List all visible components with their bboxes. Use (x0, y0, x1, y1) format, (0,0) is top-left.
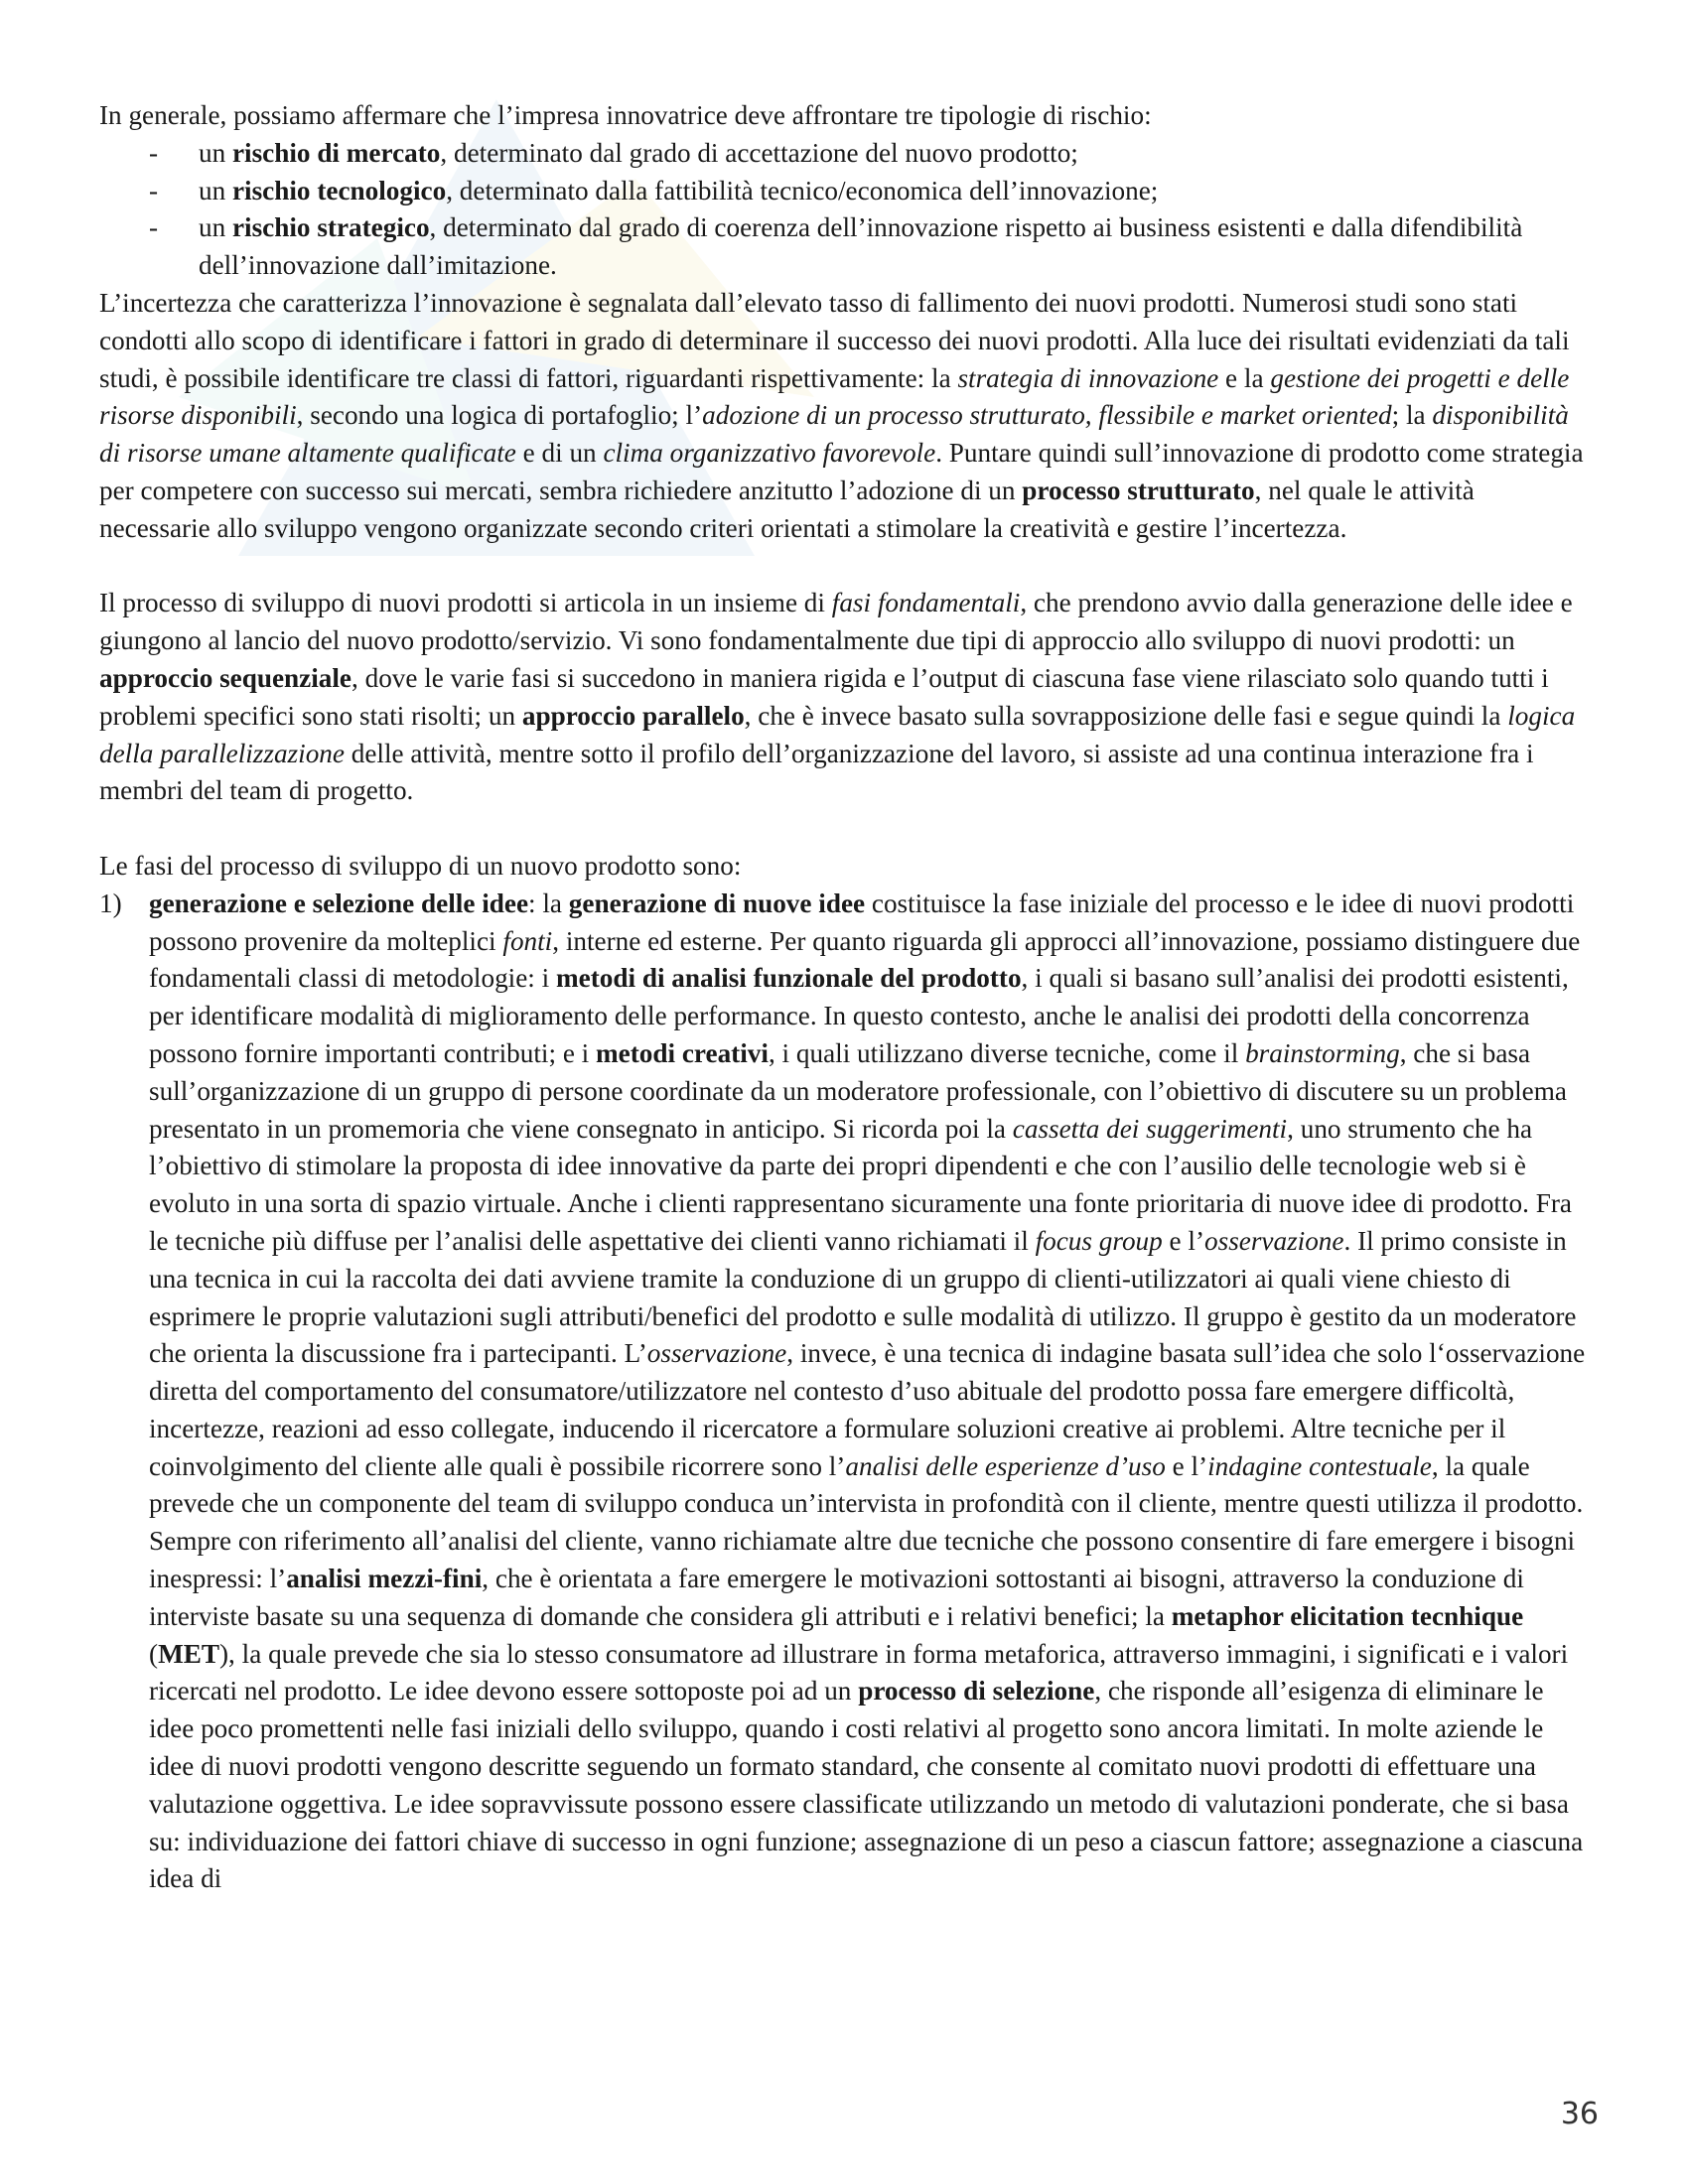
bold-term: MET (158, 1638, 219, 1669)
italic-term: fasi fondamentali (831, 588, 1021, 618)
text-run: , uno strumento che ha l’obiettivo di stimolare la proposta di idee innovative da parte dei propri dipendenti e che con l’ausilio delle tecnologie web si è evoluto in una sorta di spazio virtuale. Anche i clienti rappresentano sicuramente una fonte prioritaria di nuove idee di prodotto. Fra le tecniche più diffuse per l’analisi delle aspettative dei clienti vanno richiamati il (149, 1113, 1572, 1256)
italic-term: clima organizzativo favorevole (603, 438, 936, 469)
text-run: e la (1218, 362, 1271, 393)
phase-1-text (149, 886, 1589, 1899)
text-run: ), la quale prevede che sia lo stesso consumatore ad illustrare in forma metaforica, attraverso immagini, i significati e i valori ricercati nel prodotto. Le idee devono essere sottoposte poi ad un (149, 1638, 1569, 1706)
bold-term: generazione e selezione delle idee (149, 887, 529, 918)
italic-term: disponibilità di risorse umane altamente qualificate (99, 400, 1569, 469)
text-run: , che si basa sull’organizzazione di un gruppo di persone coordinate da un moderatore professionale, con l’obiettivo di discutere su un problema presentato in un promemoria che viene consegnato in anticipo. Si ricorda poi la (149, 1037, 1567, 1144)
text-run: . Il primo consiste in una tecnica in cui la raccolta dei dati avviene tramite la conduzione di un gruppo di clienti-utilizzatori ai quali viene chiesto di esprimere le proprie valutazioni sugli attributi/benefici del prodotto e sulle modalità di utilizzo. Il gruppo è gestito da un moderatore che orienta la discussione fra i partecipanti. L’ (149, 1225, 1577, 1369)
text-run: , dove le varie fasi si succedono in maniera rigida e l’output di ciascuna fase viene rilasciato solo quando tutti i problemi specifici sono stati risolti; un (99, 662, 1549, 731)
text-run: , interne ed esterne. Per quanto riguarda gli approcci all’innovazione, possiamo distinguere due fondamentali classi di metodologie: i (149, 925, 1581, 994)
bold-term: approccio sequenziale (99, 662, 352, 693)
risks-intro: In generale, possiamo affermare che l’impresa innovatrice deve affrontare tre tipologie di rischio: (99, 100, 1152, 130)
text-run: e di un (515, 438, 604, 469)
italic-term: gestione dei progetti e delle risorse disponibili (99, 362, 1570, 431)
text-run: delle attività, mentre sotto il profilo dell’organizzazione del lavoro, si assiste ad una continua interazione fra i membri del team di progetto. (99, 738, 1534, 806)
bold-term: metodi creativi (596, 1037, 769, 1068)
bold-term: processo strutturato (1022, 475, 1255, 505)
text-run: , che è invece basato sulla sovrapposizione delle fasi e segue quindi la (744, 700, 1508, 731)
text-run: , i quali si basano sull’analisi dei prodotti esistenti, per identificare modalità di miglioramento delle performance. In questo contesto, anche le analisi dei prodotti della concorrenza possono fornire importanti contributi; e i (149, 963, 1569, 1068)
bold-term: metaphor elicitation tecnhique (1171, 1600, 1524, 1631)
italic-term: logica della parallelizzazione (99, 700, 1576, 768)
text-run: . Puntare quindi sull’innovazione di prodotto come strategia per competere con successo sui mercati, sembra richiedere anzitutto l’adozione di un (99, 438, 1584, 505)
text-run: , che risponde all’esigenza di eliminare le idee poco promettenti nelle fasi iniziali dello sviluppo, quando i costi relativi al progetto sono ancora limitati. In molte aziende le idee di nuovi prodotti vengono descritte seguendo un formato standard, che consente al comitato nuovi prodotti di effettuare una valutazione oggettiva. Le idee sopravvissute possono essere classificate utilizzando un metodo di valutazioni ponderate, che si basa su: individuazione dei fattori chiave di successo in ogni funzione; assegnazione di un peso a ciascun fattore; assegnazione a ciascuna idea di (149, 1676, 1584, 1894)
text-run: costituisce la fase iniziale del processo e le idee di nuovi prodotti possono provenire da molteplici (149, 887, 1575, 956)
text-run: , invece, è una tecnica di indagine basata sull’idea che solo l‘osservazione diretta del comportamento del consumatore/utilizzatore nel contesto d’uso abituale del prodotto possa fare emergere difficoltà, incertezze, reazioni ad esso collegate, inducendo il ricercatore a formulare soluzioni creative ai problemi. Altre tecniche per il coinvolgimento del cliente alle quali è possibile ricorrere sono l’ (149, 1338, 1586, 1481)
text-run: Il processo di sviluppo di nuovi prodotti si articola in un insieme di (99, 588, 832, 618)
text-run: , secondo una logica di portafoglio; l’ (296, 400, 703, 431)
italic-term: indagine contestuale (1207, 1450, 1432, 1481)
text-run: , che prendono avvio dalla generazione delle idee e giungono al lancio del nuovo prodotto/servizio. Vi sono fondamentalmente due tipi di approccio allo sviluppo di nuovi prodotti: un (99, 588, 1573, 656)
bold-term: generazione di nuove idee (568, 887, 866, 918)
italic-term: fonti (502, 925, 553, 956)
text-run: ( (149, 1638, 159, 1669)
bold-term: processo di selezione (858, 1676, 1095, 1706)
page-number: 36 (1560, 2097, 1599, 2131)
risk-list (99, 135, 1589, 285)
bold-term: analisi mezzi-fini (286, 1564, 483, 1594)
italic-term: brainstorming (1245, 1037, 1400, 1068)
italic-term: adozione di un processo strutturato, flessibile e market oriented (702, 400, 1392, 431)
italic-term: strategia di innovazione (957, 362, 1219, 393)
uncertainty-paragraph (99, 285, 1589, 548)
italic-term: osservazione (646, 1338, 787, 1369)
text-run: ; la (1391, 400, 1433, 431)
text-run: : la (528, 887, 569, 918)
bold-term: approccio parallelo (521, 700, 745, 731)
risk-item-technological: - un rischio tecnologico, determinato dalla fattibilità tecnico/economica dell’innovazione; (99, 173, 1589, 210)
text-run: , i quali utilizzano diverse tecniche, come il (768, 1037, 1246, 1068)
process-paragraph (99, 585, 1589, 810)
text-run: , che è orientata a fare emergere le motivazioni sottostanti ai bisogni, attraverso la conduzione di interviste basate su una sequenza di domande che considera gli attributi e i relativi benefici; la (149, 1564, 1524, 1631)
text-run: e l’ (1165, 1450, 1208, 1481)
italic-term: focus group (1035, 1225, 1163, 1256)
phase-1-item (99, 886, 1589, 1899)
text-run: L’incertezza che caratterizza l’innovazione è segnalata dall’elevato tasso di fallimento dei nuovi prodotti. Numerosi studi sono stati condotti allo scopo di identificare i fattori in grado di determinare il successo dei nuovi prodotti. Alla luce dei risultati evidenziati da tali studi, è possibile identificare tre classi di fattori, riguardanti rispettivamente: la (99, 287, 1570, 393)
text-run: , nel quale le attività necessarie allo sviluppo vengono organizzate secondo criteri orientati a stimolare la creatività e gestire l’incertezza. (99, 475, 1475, 543)
text-run: , la quale prevede che un componente del team di sviluppo conduca un’intervista in profondità con il cliente, mentre questi utilizza il prodotto. Sempre con riferimento all’analisi del cliente, vanno richiamate altre due tecniche che possono consentire di fare emergere i bisogni inespressi: l’ (149, 1450, 1584, 1594)
text-run: e l’ (1162, 1225, 1205, 1256)
bold-term: metodi di analisi funzionale del prodotto (556, 963, 1022, 994)
phase-1-number: 1) (99, 887, 122, 918)
italic-term: cassetta dei suggerimenti (1012, 1113, 1288, 1144)
phases-intro: Le fasi del processo di sviluppo di un nuovo prodotto sono: (99, 850, 742, 881)
italic-term: analisi delle esperienze d’uso (845, 1450, 1166, 1481)
risk-item-strategic: - un rischio strategico, determinato dal grado di coerenza dell’innovazione rispetto ai business esistenti e dalla difendibilità dell’innovazione dall’imitazione. (99, 209, 1589, 285)
italic-term: osservazione (1204, 1225, 1344, 1256)
document-body (99, 97, 1589, 1898)
risk-item-market: - un rischio di mercato, determinato dal grado di accettazione del nuovo prodotto; (99, 135, 1589, 173)
